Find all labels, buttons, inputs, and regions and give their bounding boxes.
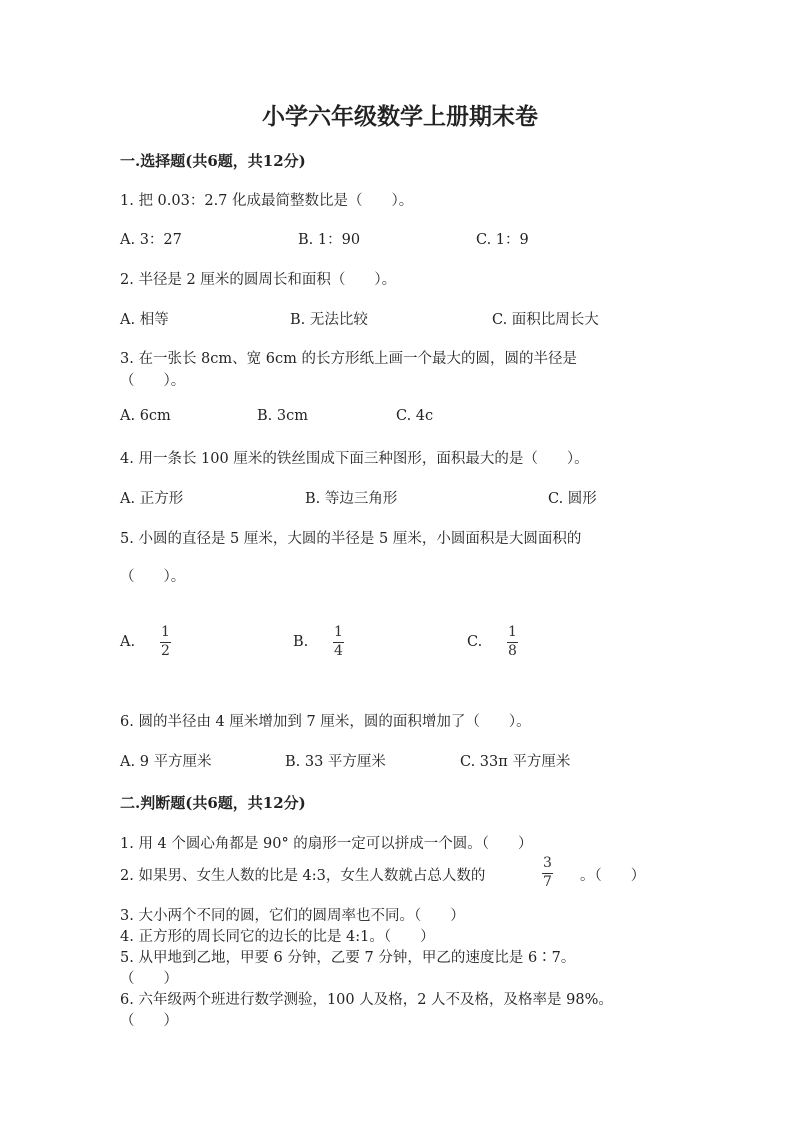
question-2-option-c: C. 面积比周长大	[492, 312, 599, 328]
fraction-numerator: 1	[508, 624, 517, 640]
fraction-numerator: 1	[161, 624, 170, 640]
question-5-option-a: A.	[120, 634, 136, 650]
judgement-1: 1. 用 4 个圆心角都是 90° 的扇形一定可以拼成一个圆。（ ）	[120, 836, 533, 852]
question-6-option-b: B. 33 平方厘米	[285, 754, 386, 770]
judgement-2-tail: 。（ ）	[580, 868, 646, 884]
judgement-5-line2: （ ）	[120, 971, 178, 987]
fraction-denominator: 7	[543, 874, 552, 890]
question-5-option-b: B.	[293, 634, 309, 650]
question-4-option-a: A. 正方形	[120, 491, 184, 507]
question-2-text: 2. 半径是 2 厘米的圆周长和面积（ ）。	[120, 272, 397, 288]
question-3-text-line2: （ ）。	[120, 373, 186, 389]
judgement-6-line2: （ ）	[120, 1013, 178, 1029]
fraction-denominator: 8	[508, 643, 517, 659]
fraction-denominator: 2	[161, 643, 170, 659]
fraction-numerator: 3	[543, 855, 552, 871]
question-5-text-line1: 5. 小圆的直径是 5 厘米，大圆的半径是 5 厘米，小圆面积是大圆面积的	[120, 531, 582, 547]
question-4-option-b: B. 等边三角形	[305, 491, 398, 507]
question-3-option-c: C. 4c	[396, 408, 434, 424]
question-3-text-line1: 3. 在一张长 8cm、宽 6cm 的长方形纸上画一个最大的圆，圆的半径是	[120, 351, 577, 367]
question-5-option-a-fraction	[160, 625, 171, 659]
judgement-2-text: 2. 如果男、女生人数的比是 4:3，女生人数就占总人数的	[120, 868, 486, 884]
question-3-option-a: A. 6cm	[120, 408, 171, 424]
question-4-option-c: C. 圆形	[548, 491, 597, 507]
question-4-text: 4. 用一条长 100 厘米的铁丝围成下面三种图形，面积最大的是（ ）。	[120, 451, 589, 467]
question-5-option-c-fraction	[507, 625, 518, 659]
question-1-text: 1. 把 0.03：2.7 化成最简整数比是（ ）。	[120, 193, 414, 209]
fraction-denominator: 4	[334, 643, 343, 659]
question-2-option-a: A. 相等	[120, 312, 169, 328]
section-heading-judgement: 二.判断题(共6题，共12分)	[120, 794, 306, 812]
question-3-option-b: B. 3cm	[257, 408, 308, 424]
question-2-option-b: B. 无法比较	[290, 312, 368, 328]
judgement-3: 3. 大小两个不同的圆，它们的圆周率也不同。（ ）	[120, 908, 465, 924]
judgement-6-line1: 6. 六年级两个班进行数学测验，100 人及格，2 人不及格，及格率是 98%。	[120, 992, 613, 1008]
judgement-2-fraction	[542, 856, 553, 890]
question-5-option-c: C.	[467, 634, 483, 650]
question-5-option-b-fraction	[333, 625, 344, 659]
question-5-text-line2: （ ）。	[120, 569, 186, 585]
page-title: 小学六年级数学上册期末卷	[262, 103, 538, 130]
question-1-option-c: C. 1：9	[476, 232, 529, 248]
judgement-4: 4. 正方形的周长同它的边长的比是 4:1。（ ）	[120, 929, 435, 945]
section-heading-choice: 一.选择题(共6题，共12分)	[120, 152, 306, 170]
fraction-numerator: 1	[334, 624, 343, 640]
question-1-option-a: A. 3：27	[120, 232, 182, 248]
judgement-5-line1: 5. 从甲地到乙地，甲要 6 分钟，乙要 7 分钟，甲乙的速度比是 6∶7。	[120, 950, 576, 966]
question-6-option-a: A. 9 平方厘米	[120, 754, 212, 770]
question-6-text: 6. 圆的半径由 4 厘米增加到 7 厘米，圆的面积增加了（ ）。	[120, 714, 531, 730]
question-6-option-c: C. 33π 平方厘米	[460, 754, 571, 770]
question-1-option-b: B. 1：90	[298, 232, 361, 248]
